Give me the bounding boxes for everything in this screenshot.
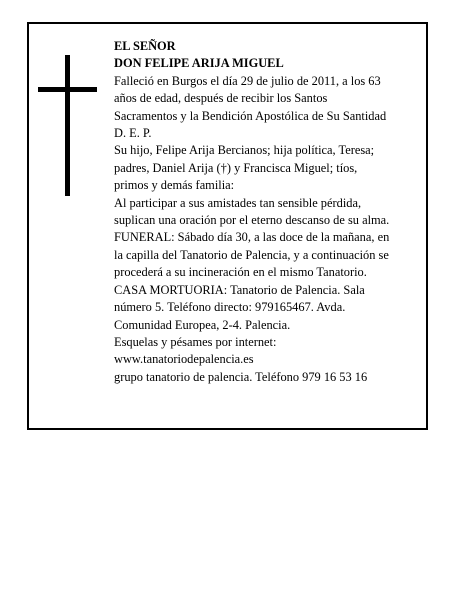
death-line: D. E. P. bbox=[114, 126, 152, 141]
website-line: www.tanatoriodepalencia.es bbox=[114, 352, 254, 367]
casa-mortuoria-line: Comunidad Europea, 2-4. Palencia. bbox=[114, 317, 291, 332]
family-line: primos y demás familia: bbox=[114, 178, 235, 193]
casa-mortuoria-line: CASA MORTUORIA: Tanatorio de Palencia. Sala bbox=[114, 282, 365, 297]
funeral-line: FUNERAL: Sábado día 30, a las doce de la mañana, en bbox=[114, 230, 390, 245]
death-line: Sacramentos y la Bendición Apostólica de Su Santidad bbox=[114, 108, 387, 123]
funeral-line: procederá a su incineración en el mismo Tanatorio. bbox=[114, 265, 367, 280]
footer-line: grupo tanatorio de palencia. Teléfono 979 16 53 16 bbox=[114, 369, 368, 384]
family-line: padres, Daniel Arija (†) y Francisca Miguel; tíos, bbox=[114, 160, 358, 175]
request-line: suplican una oración por el eterno descanso de su alma. bbox=[114, 213, 390, 228]
cross-icon-bar bbox=[38, 87, 97, 92]
death-line: años de edad, después de recibir los Santos bbox=[114, 91, 328, 106]
obituary-text bbox=[114, 38, 426, 386]
heading-title: EL SEÑOR bbox=[114, 39, 176, 53]
request-line: Al participar a sus amistades tan sensible pérdida, bbox=[114, 195, 362, 210]
family-line: Su hijo, Felipe Arija Bercianos; hija política, Teresa; bbox=[114, 143, 375, 158]
deceased-name: DON FELIPE ARIJA MIGUEL bbox=[114, 56, 284, 71]
death-line: Falleció en Burgos el día 29 de julio de 2011, a los 63 bbox=[114, 73, 381, 88]
internet-line: Esquelas y pésames por internet: bbox=[114, 334, 277, 349]
funeral-line: la capilla del Tanatorio de Palencia, y a continuación se bbox=[114, 247, 389, 262]
casa-mortuoria-line: número 5. Teléfono directo: 979165467. Avda. bbox=[114, 300, 346, 315]
cross-icon bbox=[65, 55, 70, 196]
